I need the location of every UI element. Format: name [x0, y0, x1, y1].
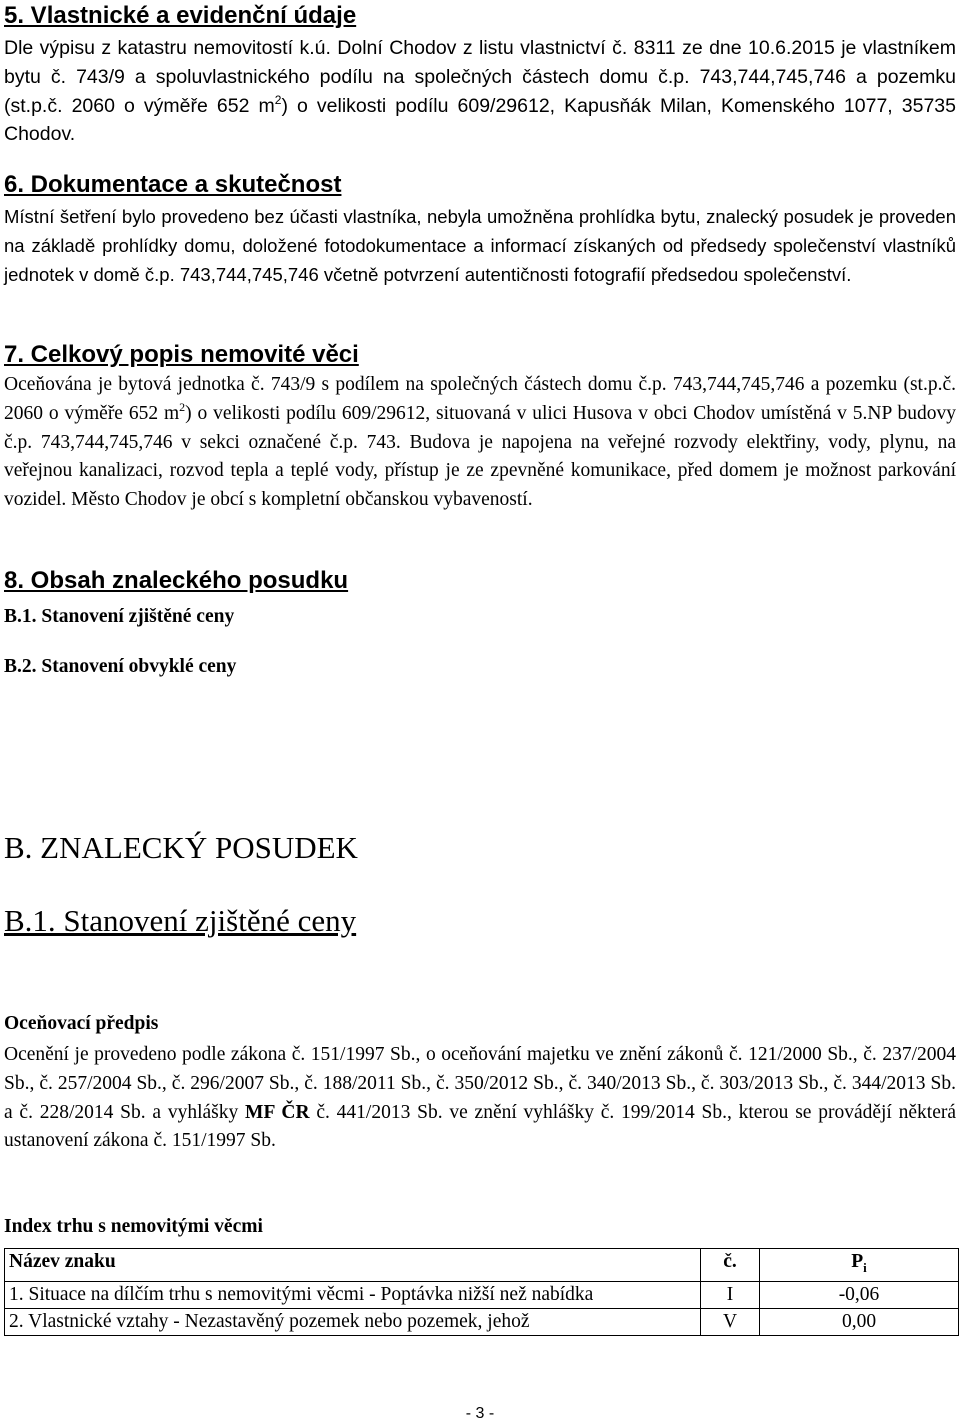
part-b1-title: B.1. Stanovení zjištěné ceny — [4, 903, 357, 938]
section-6-text: Místní šetření bylo provedeno bez účasti vlastníka, nebyla umožněna prohlídka bytu, znalecký posudek je proveden na základě prohlídky domu, doložené fotodokumentace a informací získaných od předsedy společenství vlastníků jednotek v domě č.p. 743,744,745,746 včetně potvrzení autentičnosti fotografií předsedou společenství. — [4, 206, 956, 285]
row-2-name: 2. Vlastnické vztahy - Nezastavěný pozemek nebo pozemek, jehož — [5, 1308, 701, 1335]
market-index-heading: Index trhu s nemovitými věcmi — [4, 1216, 263, 1237]
row-1-name: 1. Situace na dílčím trhu s nemovitými věcmi - Poptávka nižší než nabídka — [5, 1281, 701, 1308]
section-8-heading: 8. Obsah znaleckého posudku — [4, 567, 349, 594]
section-7-heading: 7. Celkový popis nemovité věci — [4, 341, 359, 368]
column-header-number: č. — [701, 1249, 760, 1282]
section-6-heading: 6. Dokumentace a skutečnost — [4, 171, 342, 198]
section-5-heading: 5. Vlastnické a evidenční údaje — [4, 2, 357, 29]
market-index-table — [4, 1248, 959, 1336]
section-7-text: Oceňována je bytová jednotka č. 743/9 s podílem na společných částech domu č.p. 743,744,745,746 a pozemku (st.p.č. 2060 o výměře 652 $m^2$) o velikosti podílu 609/29612, situovaná v ulici Husova v obci Chodov umístěná v 5.NP budovy č.p. 743,744,745,746 v sekci označené č.p. 743. Budova je napojena na veřejné rozvody elektřiny, vody, plynu, na veřejnou kanalizaci, rozvod tepla a teplé vody, přístup je ze zpevněné komunikace, před domem je možnost parkování vozidel. Město Chodov je obcí s kompletní občanskou vybaveností. — [4, 374, 956, 511]
row-1-number: I — [701, 1281, 760, 1308]
contents-item-b2: B.2. Stanovení obvyklé ceny — [4, 656, 237, 677]
column-header-name: Název znaku — [5, 1249, 701, 1282]
row-2-number: V — [701, 1308, 760, 1335]
valuation-regulation-text: Ocenění je provedeno podle zákona č. 151/1997 Sb., o oceňování majetku ve znění zákonů č. 121/2000 Sb., č. 237/2004 Sb., č. 257/2004 Sb., č. 296/2007 Sb., č. 188/2011 Sb., č. 350/2012 Sb., č. 340/2013 Sb., č. 303/2013 Sb., č. 344/2013 Sb. a č. 228/2014 Sb. a vyhlášky MF ČR č. 441/2013 Sb. ve znění vyhlášky č. 199/2014 Sb., kterou se provádějí některá ustanovení zákona č. 151/1997 Sb. — [4, 1044, 956, 1152]
table-row — [5, 1308, 959, 1335]
valuation-regulation-heading: Oceňovací předpis — [4, 1013, 159, 1034]
row-2-p: 0,00 — [760, 1308, 959, 1335]
table-header-row — [5, 1249, 959, 1282]
page-number: - 3 - — [465, 1405, 495, 1422]
contents-item-b1: B.1. Stanovení zjištěné ceny — [4, 606, 235, 627]
table-row — [5, 1281, 959, 1308]
row-1-p: -0,06 — [760, 1281, 959, 1308]
section-5-text: Dle výpisu z katastru nemovitostí k.ú. Dolní Chodov z listu vlastnictví č. 8311 ze dne 10.6.2015 je vlastníkem bytu č. 743/9 a spoluvlastnického podílu na společných částech domu č.p. 743,744,745,746 a pozemku (st.p.č. 2060 o výměře 652 $m^2$) o velikosti podílu 609/29612, Kapusňák Milan, Komenského 1077, 35735 Chodov. — [4, 37, 956, 146]
part-b-title: B. ZNALECKÝ POSUDEK — [4, 830, 358, 865]
column-header-p: $P_i$ — [760, 1249, 959, 1282]
